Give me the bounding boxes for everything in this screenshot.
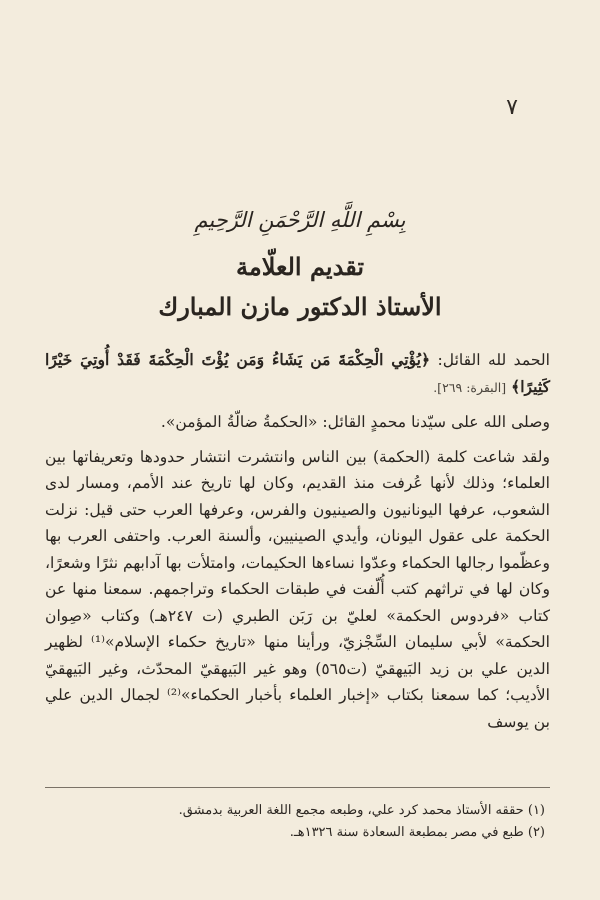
quran-verse: ﴿يُؤْتِي الْحِكْمَةَ مَن يَشَاءُ وَمَن يُؤْتَ الْحِكْمَةَ فَقَدْ أُوتِيَ خَيْرًا كَثِيرًا﴾ [45, 350, 550, 396]
verse-reference: [البقرة: ٢٦٩]. [433, 379, 507, 395]
page-title: تقديم العلّامة [235, 252, 365, 281]
paragraph-3: ولقد شاعت كلمة (الحكمة) بين الناس وانتشرت انتشار حدودها وتعريفاتها بين العلماء؛ وذلك لأنها عُرفت منذ القديم، وكان لها تاريخ عند الأمم، ومسار لدى الشعوب، عرفها اليونانيون والصينيون والفرس، وعرفها العرب حتى قيل: نزلت الحكمة على عقول اليونان، وأيدي الصينيين، وألسنة العرب. واحتفى العرب بها وعظّموا رجالها الحكماء وعدّوا نساءها الحكيمات، وامتلأت بها آدابهم نثرًا وشعرًا، وكان لها في تراثهم كتب أُلّفت في طبقات الحكماء وتراجمهم. سمعنا منها عن كتاب «فردوس الحكمة» لعليّ بن رَبَن الطبري (ت ٢٤٧هـ) وكتاب «صِوان الحكمة» لأبي سليمان السِّجْزيّ، ورأينا منها «تاريخ حكماء الإسلام»⁽¹⁾ لظهير الدين علي بن زيد البَيهقيّ (ت٥٦٥) وهو غير البَيهقيّ المحدّث، وغير البَيهقيّ الأديب؛ كما سمعنا بكتاب «إخبار العلماء بأخبار الحكماء»⁽²⁾ لجمال الدين علي بن يوسف [45, 447, 551, 731]
page-number: ٧ [506, 95, 518, 120]
footnote-2: (٢) طبع في مصر بمطبعة السعادة سنة ١٣٢٦هـ. [289, 825, 545, 840]
paragraph-1 [45, 347, 550, 401]
footnote-1: (١) حققه الأستاذ محمد كرد علي، وطبعه مجمع اللغة العربية بدمشق. [178, 803, 545, 818]
footnote-divider [45, 787, 550, 788]
paragraph-2: وصلى الله على سيّدنا محمدٍ القائل: «الحكمةُ ضالّةُ المؤمن». [160, 413, 550, 431]
page-subtitle: الأستاذ الدكتور مازن المبارك [158, 292, 442, 321]
footnotes [50, 800, 545, 844]
body-text [45, 347, 550, 743]
basmala: بِسْمِ اللَّهِ الرَّحْمَنِ الرَّحِيمِ [194, 208, 406, 232]
paragraph-1-intro: الحمد لله القائل: [430, 351, 551, 369]
